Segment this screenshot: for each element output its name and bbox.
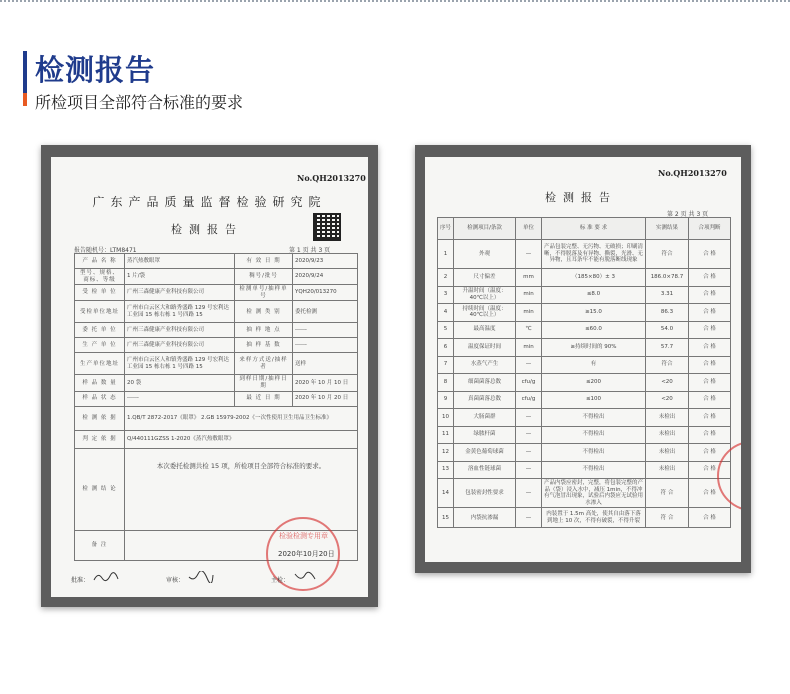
cell-judge: 合 格 [689, 426, 731, 444]
cell-judge: 合 格 [689, 444, 731, 462]
cell-req: 产品包装完整、无污物、无破损；印刷清晰，不得脱落及有异物、撕裂，光滑、无异物，且耳条牢不能有脱落断线现象 [542, 240, 646, 269]
cell-item: 持续时间（温度：40℃以上） [454, 304, 516, 322]
field-label: 有 效 日 期 [235, 254, 293, 269]
cell-no: 12 [438, 444, 454, 462]
table-row [438, 479, 731, 508]
cell-no: 1 [438, 240, 454, 269]
report-page-2 [425, 157, 741, 562]
cell-no: 6 [438, 339, 454, 357]
field-label: 受检单位地址 [75, 301, 125, 323]
cell-item: 绿脓杆菌 [454, 426, 516, 444]
field-label: 最 近 日 期 [235, 391, 293, 406]
cell-unit: min [516, 339, 542, 357]
page-title: 检测报告 [35, 53, 156, 87]
cell-result: 符合 [646, 356, 689, 374]
approve-label: 批准： [71, 577, 90, 584]
cell-unit: — [516, 508, 542, 528]
info-row [75, 269, 358, 285]
column-header: 序号 [438, 218, 454, 240]
cell-item: 包装密封性要求 [454, 479, 516, 508]
cell-judge: 合 格 [689, 321, 731, 339]
basis-value: 1.QB/T 2872-2017《眼罩》 2.GB 15979-2002《一次性使用卫生用品卫生标准》 [125, 406, 358, 430]
field-value: 2020/9/23 [293, 254, 358, 269]
field-value: ------ [125, 391, 235, 406]
cell-unit: cfu/g [516, 391, 542, 409]
seal-text: 检验检测专用章 [279, 532, 328, 540]
cell-item: 真菌菌落总数 [454, 391, 516, 409]
title-accent-bar-orange [23, 93, 27, 106]
field-label: 受 检 单 位 [75, 285, 125, 301]
column-header: 实测结果 [646, 218, 689, 240]
info-row [75, 285, 358, 301]
cell-judge: 合 格 [689, 269, 731, 287]
cell-result: <20 [646, 391, 689, 409]
cell-no: 13 [438, 461, 454, 479]
cell-result: 未检出 [646, 444, 689, 462]
table-row [438, 444, 731, 462]
field-value: 2020 年 10 月 20 日 [293, 391, 358, 406]
test-results-table [437, 217, 731, 528]
cell-unit: — [516, 479, 542, 508]
cell-unit: min [516, 286, 542, 304]
cell-unit: min [516, 304, 542, 322]
sample-info-table [74, 253, 358, 561]
table-row [438, 286, 731, 304]
field-value: 2020/9/24 [293, 269, 358, 285]
cell-no: 5 [438, 321, 454, 339]
cell-result: 符合 [646, 240, 689, 269]
info-row [75, 391, 358, 406]
cell-no: 9 [438, 391, 454, 409]
field-label: 检 测 类 别 [235, 301, 293, 323]
cell-unit: — [516, 356, 542, 374]
basis-label: 检 测 依 据 [75, 406, 125, 430]
cell-item: 溶血性链球菌 [454, 461, 516, 479]
cell-req: ≤60.0 [542, 321, 646, 339]
field-label: 委 托 单 位 [75, 323, 125, 338]
field-value: 蒸汽热敷眼罩 [125, 254, 235, 269]
cell-result: 57.7 [646, 339, 689, 357]
field-label: 产 品 名 称 [75, 254, 125, 269]
cell-result: 未检出 [646, 461, 689, 479]
cell-unit: — [516, 426, 542, 444]
cell-result: 54.0 [646, 321, 689, 339]
page-indicator: 第 2 页 共 3 页 [667, 211, 709, 218]
report-page-1 [51, 157, 368, 597]
remark-date: 2020年10月20日 [278, 550, 335, 558]
cell-judge: 合 格 [689, 479, 731, 508]
page-subtitle: 所检项目全部符合标准的要求 [35, 93, 244, 112]
cell-judge: 合 格 [689, 461, 731, 479]
cell-result: 3.31 [646, 286, 689, 304]
cell-item: 水蒸气产生 [454, 356, 516, 374]
cell-no: 7 [438, 356, 454, 374]
inspect-signature [293, 571, 319, 583]
info-row [75, 338, 358, 353]
cell-unit: ℃ [516, 321, 542, 339]
field-value: ------ [293, 338, 358, 353]
cell-item: 升温时间（温度：40℃以上） [454, 286, 516, 304]
cell-no: 11 [438, 426, 454, 444]
table-row [438, 374, 731, 392]
field-value: 广州三森健康产业科技有限公司 [125, 285, 235, 301]
field-label: 到样日期/抽样日期 [235, 375, 293, 391]
cell-unit: mm [516, 269, 542, 287]
page-indicator: 第 1 页 共 3 页 [289, 247, 331, 254]
cell-req: ≤200 [542, 374, 646, 392]
cell-no: 10 [438, 409, 454, 427]
cell-no: 15 [438, 508, 454, 528]
cell-no: 3 [438, 286, 454, 304]
cell-item: 细菌菌落总数 [454, 374, 516, 392]
inspect-label: 主检： [271, 577, 290, 584]
cell-item: 内袋抗渗漏 [454, 508, 516, 528]
field-value: 广州三森健康产业科技有限公司 [125, 338, 235, 353]
field-value: 20 袋 [125, 375, 235, 391]
report-page-2-frame [415, 145, 751, 573]
field-value: YQH20/013270 [293, 285, 358, 301]
cell-result: 86.3 [646, 304, 689, 322]
table-row [438, 339, 731, 357]
cell-item: 大肠菌群 [454, 409, 516, 427]
cell-item: 最高温度 [454, 321, 516, 339]
cell-result: 符 合 [646, 508, 689, 528]
cell-req: 不得检出 [542, 409, 646, 427]
field-label: 来样方式送/抽样者 [235, 353, 293, 375]
remark-label: 备 注 [75, 530, 125, 560]
table-row [438, 269, 731, 287]
cell-judge: 合 格 [689, 286, 731, 304]
cell-req: ≥持续时间的 90% [542, 339, 646, 357]
field-value: 广州三森健康产业科技有限公司 [125, 323, 235, 338]
cell-unit: cfu/g [516, 374, 542, 392]
review-signature [188, 571, 214, 583]
field-label: 样 品 状 态 [75, 391, 125, 406]
approve-signature [93, 571, 119, 583]
field-value: 1 片/袋 [125, 269, 235, 285]
info-row [75, 254, 358, 269]
table-row [438, 304, 731, 322]
top-dotted-divider [0, 0, 790, 2]
cell-result: 未检出 [646, 409, 689, 427]
cell-req: 有 [542, 356, 646, 374]
field-value: ------ [293, 323, 358, 338]
field-label: 型号、规格、商标、等级 [75, 269, 125, 285]
cell-req: ≥15.0 [542, 304, 646, 322]
table-row [438, 409, 731, 427]
document-number: No.QH2013270 [658, 168, 727, 178]
review-label: 审核： [166, 577, 185, 584]
column-header: 单位 [516, 218, 542, 240]
cell-result: <20 [646, 374, 689, 392]
cell-unit: — [516, 444, 542, 462]
field-label: 生 产 单 位 [75, 338, 125, 353]
cell-unit: — [516, 240, 542, 269]
cell-req: 产品内袋应密封，完整，将包装完整的产品（袋）浸入水中，减压 1min，不得冲有气泡冒出现象，试验后内袋应无试验用水渗入 [542, 479, 646, 508]
report-random-number: 报告随机号：LTM8471 [74, 247, 137, 254]
table-row [438, 508, 731, 528]
cell-judge: 合 格 [689, 391, 731, 409]
info-row [75, 301, 358, 323]
cell-item: 温度保证时间 [454, 339, 516, 357]
cell-req: 不得检出 [542, 461, 646, 479]
conclusion-value: 本次委托检测共检 15 项，所检项目全部符合标准的要求。 [125, 448, 358, 530]
cell-judge: 合 格 [689, 508, 731, 528]
field-value: 2020 年 10 月 10 日 [293, 375, 358, 391]
cell-req: （185×80）± 3 [542, 269, 646, 287]
institute-name: 广东产品质量监督检验研究院 [92, 195, 327, 209]
cell-req: 不得检出 [542, 444, 646, 462]
cell-result: 186.0×78.7 [646, 269, 689, 287]
cell-req: 不得检出 [542, 426, 646, 444]
info-row [75, 353, 358, 375]
column-header: 标 准 要 求 [542, 218, 646, 240]
field-label: 检测单号/抽样单号 [235, 285, 293, 301]
cell-item: 尺寸偏差 [454, 269, 516, 287]
cell-req: ≤8.0 [542, 286, 646, 304]
cell-no: 4 [438, 304, 454, 322]
judge-label: 判 定 依 据 [75, 430, 125, 448]
column-header: 检测项目/条款 [454, 218, 516, 240]
cell-judge: 合 格 [689, 240, 731, 269]
cell-judge: 合 格 [689, 409, 731, 427]
cell-result: 未检出 [646, 426, 689, 444]
table-row [438, 426, 731, 444]
cell-no: 2 [438, 269, 454, 287]
field-label: 样 品 数 量 [75, 375, 125, 391]
info-row [75, 323, 358, 338]
report-title: 检测报告 [171, 223, 243, 236]
field-value: 广州市白云区人和镇秀盛路 129 号宏利达工业园 15 栋右栋 1 号四路 15 [125, 353, 235, 375]
info-row [75, 375, 358, 391]
cell-item: 金黄色葡萄球菌 [454, 444, 516, 462]
cell-judge: 合 格 [689, 374, 731, 392]
field-value: 广州市白云区大和路秀盛路 129 号宏利达工业园 15 栋右栋 1 号四路 15 [125, 301, 235, 323]
conclusion-label: 检 测 结 论 [75, 448, 125, 530]
table-row [438, 391, 731, 409]
cell-unit: — [516, 409, 542, 427]
field-value: 送样 [293, 353, 358, 375]
cell-req: ≤100 [542, 391, 646, 409]
cell-req: 内装置于 1.5m 高处，使其自由落下落到地上 10 次，不得有破裂，不得升裂 [542, 508, 646, 528]
table-row [438, 356, 731, 374]
table-row [438, 461, 731, 479]
cell-judge: 合 格 [689, 339, 731, 357]
cell-judge: 合 格 [689, 304, 731, 322]
document-number: No.QH2013270 [297, 173, 366, 183]
qr-code-icon [313, 213, 341, 241]
field-label: 稠号/批号 [235, 269, 293, 285]
judge-value: Q/440111GZSS 1-2020《蒸汽热敷眼罩》 [125, 430, 358, 448]
cell-no: 14 [438, 479, 454, 508]
field-label: 抽 样 地 点 [235, 323, 293, 338]
cell-no: 8 [438, 374, 454, 392]
field-label: 抽 样 基 数 [235, 338, 293, 353]
cell-unit: — [516, 461, 542, 479]
field-label: 生产单位地址 [75, 353, 125, 375]
cell-result: 符 合 [646, 479, 689, 508]
cell-judge: 合 格 [689, 356, 731, 374]
cell-item: 外观 [454, 240, 516, 269]
column-header: 合项判断 [689, 218, 731, 240]
report-page-1-frame [41, 145, 378, 607]
table-row [438, 240, 731, 269]
table-row [438, 321, 731, 339]
report-title: 检测报告 [545, 191, 617, 204]
field-value: 委托检测 [293, 301, 358, 323]
